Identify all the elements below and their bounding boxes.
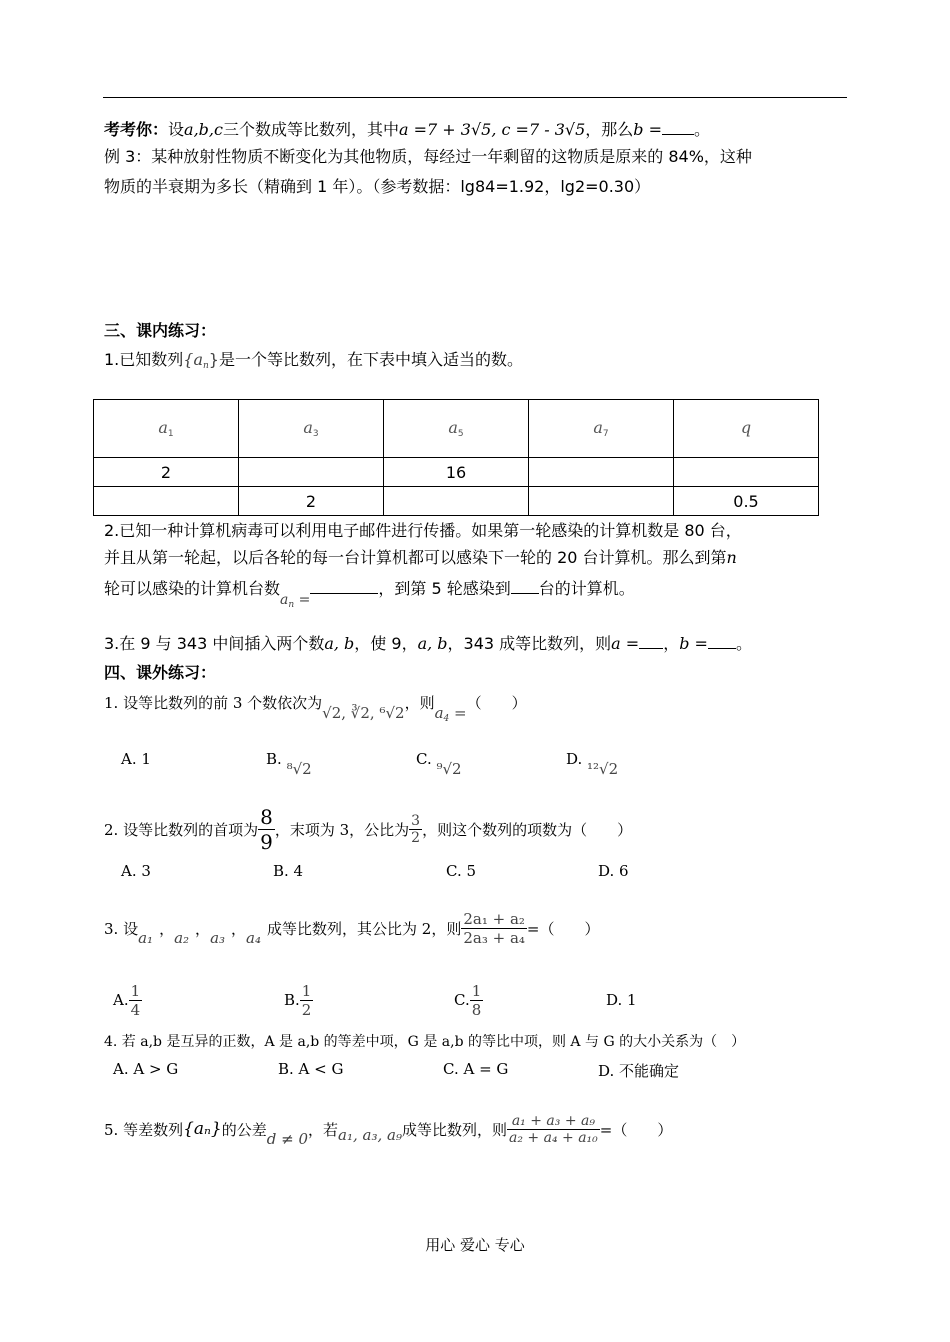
q3-text-a: 3.在 9 与 343 中间插入两个数	[104, 634, 325, 653]
table-cell	[94, 487, 239, 516]
q2-line2-text: 并且从第一轮起，以后各轮的每一台计算机都可以感染下一轮的 20 台计算机。那么到第	[104, 548, 727, 567]
p5-stem-a: 5. 等差数列	[104, 1120, 184, 1139]
p2-option-b: B. 4	[273, 862, 304, 880]
table-cell	[674, 458, 819, 487]
answer-blank	[511, 577, 539, 594]
table-header-cell: $a_1$	[94, 400, 239, 458]
p2-fraction-first-term: $\frac{8}{9}$	[260, 804, 273, 854]
kaokaoni-end: 。	[694, 120, 711, 139]
q2-an: $a_n$ =	[280, 592, 311, 610]
q3-end: 。	[735, 634, 752, 653]
section3-q2-line3	[104, 577, 635, 610]
table-cell	[239, 458, 384, 487]
p1-option-d: D. ¹²√2	[566, 750, 619, 778]
p5-stem-b: 的公差	[221, 1120, 267, 1139]
q3-text-b: ，使 9，	[354, 634, 418, 653]
q3-ab2: a, b	[417, 634, 448, 653]
table-cell: 16	[384, 458, 529, 487]
question-kaokaoni	[104, 118, 710, 141]
p1-option-c: C. ⁹√2	[416, 750, 462, 778]
table-header-cell: $a_7$	[529, 400, 674, 458]
answer-blank	[662, 118, 694, 135]
p2-stem-c: ，则这个数列的项数为（ ）	[422, 820, 633, 839]
example3-line2: 物质的半衰期为多长（精确到 1 年）。（参考数据：lg84=1.92，lg2=0.30）	[104, 177, 651, 196]
table-row	[94, 487, 819, 516]
p4-option-b: B. A < G	[278, 1060, 344, 1078]
p1-stem	[104, 692, 527, 724]
answer-blank	[639, 632, 663, 649]
p3-term: a₄	[246, 929, 262, 947]
fill-table	[93, 399, 819, 516]
p2-option-c: C. 5	[446, 862, 477, 880]
kaokaoni-label: 考考你：	[104, 120, 169, 139]
p1-paren: （ ）	[466, 694, 527, 712]
table-header-row	[94, 400, 819, 458]
p4-option-d: D. 不能确定	[598, 1062, 680, 1080]
section3-q3	[104, 632, 752, 655]
page-footer: 用心 爱心 专心	[425, 1236, 525, 1254]
q2-line3-c: 台的计算机。	[538, 579, 635, 598]
p2-fraction-ratio: $\frac{3}{2}$	[411, 812, 421, 846]
top-rule	[103, 97, 847, 98]
table-cell: 2	[94, 458, 239, 487]
q2-line3-a: 轮可以感染的计算机台数	[104, 579, 281, 598]
table-cell	[384, 487, 529, 516]
table-cell	[529, 487, 674, 516]
p1-option-b: B. ⁸√2	[266, 750, 312, 778]
table-cell	[529, 458, 674, 487]
section4-title: 四、课外练习：	[104, 663, 217, 682]
kaokaoni-text-b: 三个数成等比数列，其中	[222, 120, 399, 139]
p2-stem	[104, 802, 632, 856]
p5-terms: a₁, a₃, a₉	[338, 1126, 402, 1144]
p5-stem-d: 成等比数列，则	[402, 1120, 508, 1139]
table-header-cell: $a_5$	[384, 400, 529, 458]
table-header-cell: q	[674, 400, 819, 458]
table-cell: 2	[239, 487, 384, 516]
p3-fraction: $\frac{\text{2a₁ + a₂}}{\text{2a₃ + a₄}}$	[463, 909, 525, 947]
q1-seq-sub: n	[203, 361, 209, 371]
p2-stem-a: 2. 设等比数列的首项为	[104, 820, 259, 839]
section3-q1	[104, 349, 523, 377]
p3-stem-a: 3. 设	[104, 919, 139, 938]
kaokaoni-text-c: ，那么	[585, 120, 634, 139]
q3-b-eq: b =	[679, 634, 708, 653]
q3-sep: ，	[663, 634, 680, 653]
p3-option-a: A. $\frac{1}{4}$	[113, 981, 141, 1019]
p5-fraction: $\frac{\text{a₁ + a₃ + a₉}}{\text{a₂ + a₄ + a₁₀}}$	[509, 1112, 598, 1146]
p3-option-c: C. $\frac{1}{8}$	[454, 981, 482, 1019]
p1-a4: $a_4$ =	[434, 704, 467, 724]
p5-d-expr: d ≠ 0	[266, 1130, 309, 1148]
kaokaoni-expr: a =7 + 3√5, c =7 - 3√5	[398, 120, 586, 139]
p2-stem-b: ，末项为 3，公比为	[274, 820, 410, 839]
q1-seq-close: }	[208, 350, 219, 369]
p3-stem-b: 成等比数列，其公比为 2，则	[267, 919, 462, 938]
p1-stem-a: 1. 设等比数列的前 3 个数依次为	[104, 694, 323, 712]
p2-option-d: D. 6	[598, 862, 629, 880]
p5-seq: {aₙ}	[183, 1119, 222, 1139]
p1-option-a: A. 1	[121, 750, 151, 768]
kaokaoni-b-eq: b =	[633, 120, 662, 139]
p1-roots: √2, ∛2, ⁶√2	[322, 704, 405, 722]
q3-ab: a, b	[324, 634, 355, 653]
kaokaoni-vars: a,b,c	[184, 120, 223, 139]
q2-n: n	[726, 548, 737, 567]
p4-stem: 4. 若 a,b 是互异的正数，A 是 a,b 的等差中项，G 是 a,b 的等比中项，则 A 与 G 的大小关系为（ ）	[104, 1034, 746, 1050]
p3-term: a₃	[210, 929, 226, 947]
table-row	[94, 458, 819, 487]
p3-term: a₂	[174, 929, 190, 947]
answer-blank	[310, 577, 378, 594]
q1-text-b: 是一个等比数列，在下表中填入适当的数。	[218, 350, 523, 369]
section3-q2-line1: 2.已知一种计算机病毒可以利用电子邮件进行传播。如果第一轮感染的计算机数是 80 台，	[104, 521, 742, 540]
p1-stem-b: ，则	[404, 694, 435, 712]
p5-stem	[104, 1100, 672, 1158]
q3-text-c: ，343 成等比数列，则	[447, 634, 612, 653]
q2-line3-b: ，到第 5 轮感染到	[378, 579, 511, 598]
kaokaoni-text-a: 设	[168, 120, 185, 139]
p4-option-c: C. A = G	[443, 1060, 509, 1078]
table-cell: 0.5	[674, 487, 819, 516]
p5-stem-e: =（ ）	[599, 1120, 673, 1139]
p3-term: a₁	[138, 929, 154, 947]
p3-option-b: B. $\frac{1}{2}$	[284, 981, 312, 1019]
section3-q2-line2	[104, 547, 737, 569]
q1-seq: {a	[183, 350, 203, 369]
example3-line1: 例 3：某种放射性物质不断变化为其他物质，每经过一年剩留的这物质是原来的 84%，这种	[104, 147, 752, 166]
p3-stem: 3. 设 a₁ ， a₂ ， a₃ ， a₄ 成等比数列，其公比为 2，则 $\frac{\text{2a₁ + a₂}}{\text{2a₃ + a₄}}$ =（ ）	[104, 909, 600, 947]
p2-option-a: A. 3	[121, 862, 151, 880]
p3-stem-c: =（ ）	[526, 919, 600, 938]
p5-stem-c: ，若	[308, 1120, 339, 1139]
section3-title: 三、课内练习：	[104, 321, 217, 340]
table-header-cell: $a_3$	[239, 400, 384, 458]
q1-text-a: 1.已知数列	[104, 350, 184, 369]
p4-option-a: A. A > G	[113, 1060, 179, 1078]
answer-blank	[708, 632, 736, 649]
p3-option-d: D. 1	[606, 991, 637, 1009]
q3-a-eq: a =	[611, 634, 640, 653]
